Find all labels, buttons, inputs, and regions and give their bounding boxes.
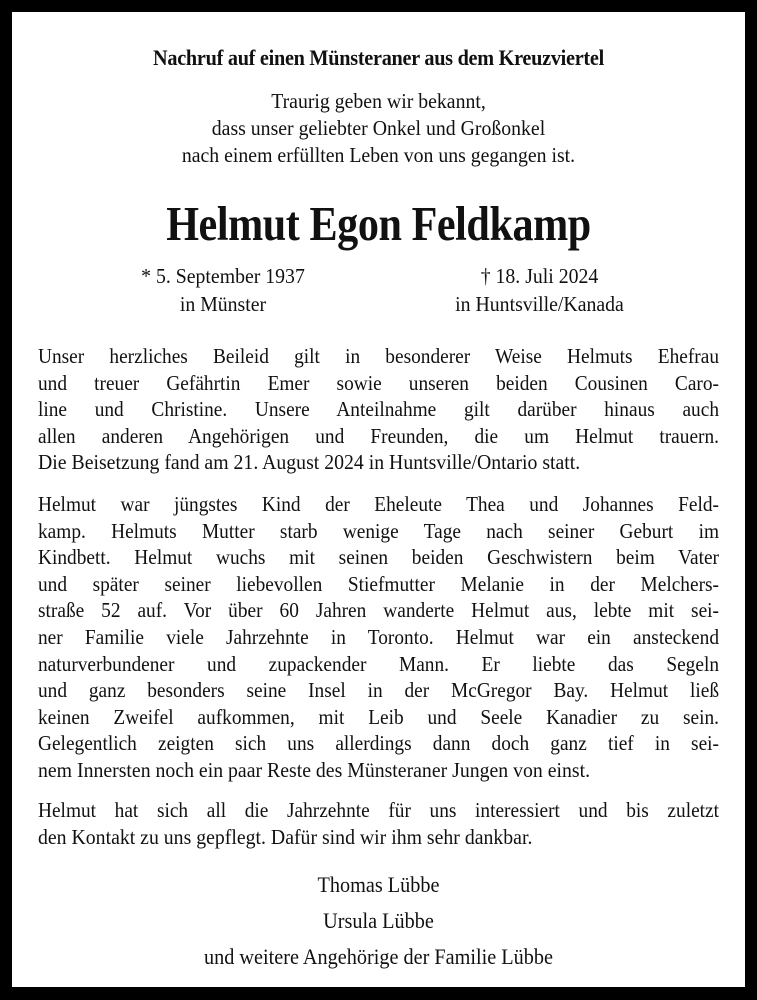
paragraph-condolences: [38, 343, 719, 476]
paragraph-line-text: nem Innersten noch ein paar Reste des Münsteraner Jungen von einst.: [38, 757, 591, 782]
paragraph-line: [38, 651, 719, 678]
paragraph-line: [38, 518, 719, 545]
signer: und weitere Angehörige der Familie Lübbe: [203, 944, 554, 969]
paragraph-line-text: Kindbett. Helmut wuchs mit seinen beiden Geschwistern beim Vater: [38, 545, 720, 570]
birth-info: [108, 262, 338, 318]
paragraph-line-text: Die Beisetzung fand am 21. August 2024 in Huntsville/Ontario statt.: [38, 450, 581, 475]
birth-date: * 5. September 1937: [141, 264, 305, 288]
paragraph-line: [38, 624, 719, 651]
signers: [12, 867, 745, 975]
signer: Ursula Lübbe: [323, 908, 434, 933]
paragraph-line: [38, 544, 719, 571]
paragraph-line: [38, 491, 719, 518]
paragraph-line-text: line und Christine. Unsere Anteilnahme gilt darüber hinaus auch: [38, 397, 719, 422]
paragraph-line-text: straße 52 auf. Vor über 60 Jahren wanderte Helmut aus, lebte mit sei-: [38, 598, 720, 623]
intro-line: nach einem erfüllten Leben von uns gegangen ist.: [181, 143, 576, 167]
signer: Thomas Lübbe: [317, 872, 440, 897]
paragraph-line: [38, 597, 719, 624]
paragraph-line: [38, 704, 719, 731]
death-info: [417, 262, 662, 318]
paragraph-line-text: und ganz besonders seine Insel in der McGregor Bay. Helmut ließ: [38, 678, 719, 703]
paragraph-line: [38, 343, 719, 370]
paragraph-line-text: kamp. Helmuts Mutter starb wenige Tage nach seiner Geburt im: [38, 518, 720, 543]
paragraph-line-text: keinen Zweifel aufkommen, mit Leib und Seele Kanadier zu sein.: [38, 704, 720, 729]
paragraph-line-text: Helmut war jüngstes Kind der Eheleute Thea und Johannes Feld-: [38, 492, 720, 516]
headline: Nachruf auf einen Münsteraner aus dem Kreuzviertel: [153, 45, 604, 70]
intro-line: dass unser geliebter Onkel und Großonkel: [211, 116, 546, 140]
intro-line: Traurig geben wir bekannt,: [271, 89, 486, 113]
paragraph-line: [38, 396, 719, 423]
paragraph-biography: [38, 491, 719, 784]
paragraph-line: [38, 797, 719, 824]
birth-place: in Münster: [179, 292, 267, 316]
paragraph-line-text: Gelegentlich zeigten sich uns allerdings dann doch ganz tief in sei-: [38, 731, 719, 756]
intro-text: [12, 88, 745, 169]
paragraph-line-text: naturverbundener und zupackender Mann. Er liebte das Segeln: [38, 651, 720, 676]
paragraph-line: [38, 677, 719, 704]
paragraph-line: [38, 730, 719, 757]
paragraph-line-text: Unser herzliches Beileid gilt in besonderer Weise Helmuts Ehefrau: [38, 344, 720, 368]
paragraph-line: [38, 423, 719, 450]
paragraph-line-text: und treuer Gefährtin Emer sowie unseren beiden Cousinen Caro-: [38, 370, 720, 395]
death-place: in Huntsville/Kanada: [455, 292, 624, 316]
paragraph-line: [38, 824, 719, 851]
paragraph-line-text: und später seiner liebevollen Stiefmutter Melanie in der Melchers-: [38, 571, 720, 596]
obituary-notice: [12, 12, 745, 987]
paragraph-line-text: Helmut hat sich all die Jahrzehnte für uns interessiert und bis zuletzt: [38, 798, 720, 822]
death-date: † 18. Juli 2024: [480, 264, 599, 288]
paragraph-line: [38, 370, 719, 397]
paragraph-line: [38, 449, 719, 476]
paragraph-line-text: ner Familie viele Jahrzehnte in Toronto. Helmut war ein ansteckend: [38, 624, 720, 649]
paragraph-line-text: allen anderen Angehörigen und Freunden, die um Helmut trauern.: [38, 423, 719, 448]
paragraph-line: [38, 571, 719, 598]
paragraph-line: [38, 757, 719, 784]
deceased-name: Helmut Egon Feldkamp: [166, 196, 591, 251]
paragraph-gratitude: [38, 797, 719, 850]
paragraph-line-text: den Kontakt zu uns gepflegt. Dafür sind wir ihm sehr dankbar.: [38, 824, 533, 849]
